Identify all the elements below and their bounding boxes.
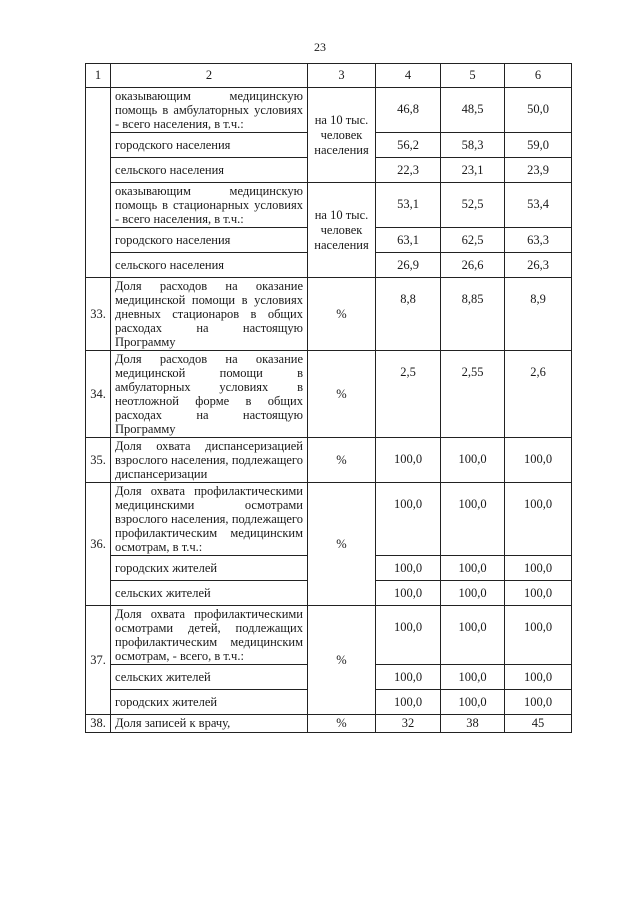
indicator-label: сельских жителей [111,581,308,606]
table-row [86,483,572,556]
value-cell: 100,0 [505,581,572,606]
column-header: 5 [441,64,505,88]
column-header: 6 [505,64,572,88]
row-number: 37. [86,606,111,715]
table-row [86,606,572,665]
row-number: 33. [86,278,111,351]
value-cell: 100,0 [376,690,441,715]
value-cell: 22,3 [376,158,441,183]
value-cell: 100,0 [441,606,505,665]
indicator-label: городских жителей [111,690,308,715]
indicator-label: сельского населения [111,253,308,278]
value-cell: 26,9 [376,253,441,278]
indicator-label: Доля охвата профилактическими осмотрами детей, подлежащих профилактическим медицинским осмотрам, - всего, в т.ч.: [111,606,308,665]
indicator-label: сельских жителей [111,665,308,690]
value-cell: 8,9 [505,278,572,351]
value-cell: 53,1 [376,183,441,228]
value-cell: 38 [441,715,505,733]
value-cell: 2,55 [441,351,505,438]
row-number: 35. [86,438,111,483]
value-cell: 45 [505,715,572,733]
table-row [86,351,572,438]
value-cell: 58,3 [441,133,505,158]
header-row [86,64,572,88]
value-cell: 100,0 [505,483,572,556]
unit-cell: % [308,606,376,715]
indicator-label: сельского населения [111,158,308,183]
indicator-label: городского населения [111,228,308,253]
table-row [86,183,572,228]
indicator-table [85,63,572,733]
value-cell: 100,0 [376,483,441,556]
column-header: 1 [86,64,111,88]
value-cell: 8,8 [376,278,441,351]
value-cell: 56,2 [376,133,441,158]
row-number: 38. [86,715,111,733]
table-row [86,88,572,133]
column-header: 3 [308,64,376,88]
value-cell: 26,3 [505,253,572,278]
value-cell: 100,0 [441,690,505,715]
unit-cell: % [308,351,376,438]
value-cell: 63,1 [376,228,441,253]
unit-cell: % [308,483,376,606]
value-cell: 59,0 [505,133,572,158]
value-cell: 100,0 [505,665,572,690]
row-number [86,88,111,278]
value-cell: 100,0 [505,606,572,665]
value-cell: 100,0 [441,665,505,690]
value-cell: 100,0 [376,665,441,690]
value-cell: 2,5 [376,351,441,438]
table-row [86,438,572,483]
indicator-label: городского населения [111,133,308,158]
value-cell: 100,0 [441,581,505,606]
value-cell: 100,0 [441,556,505,581]
value-cell: 46,8 [376,88,441,133]
indicator-label: Доля охвата диспансеризацией взрослого населения, подлежащего диспансеризации [111,438,308,483]
value-cell: 100,0 [441,438,505,483]
value-cell: 23,1 [441,158,505,183]
table-row [86,715,572,733]
value-cell: 100,0 [376,556,441,581]
value-cell: 100,0 [376,581,441,606]
value-cell: 100,0 [441,483,505,556]
value-cell: 2,6 [505,351,572,438]
indicator-label: оказывающим медицинскую помощь в амбулаторных условиях - всего населения, в т.ч.: [111,88,308,133]
value-cell: 53,4 [505,183,572,228]
value-cell: 63,3 [505,228,572,253]
row-number: 34. [86,351,111,438]
row-number: 36. [86,483,111,606]
value-cell: 100,0 [376,606,441,665]
column-header: 2 [111,64,308,88]
value-cell: 32 [376,715,441,733]
unit-cell: % [308,438,376,483]
unit-cell: % [308,715,376,733]
value-cell: 52,5 [441,183,505,228]
value-cell: 100,0 [505,438,572,483]
indicator-label: городских жителей [111,556,308,581]
value-cell: 100,0 [376,438,441,483]
value-cell: 100,0 [505,690,572,715]
value-cell: 26,6 [441,253,505,278]
value-cell: 23,9 [505,158,572,183]
value-cell: 48,5 [441,88,505,133]
value-cell: 62,5 [441,228,505,253]
value-cell: 8,85 [441,278,505,351]
unit-cell: % [308,278,376,351]
value-cell: 100,0 [505,556,572,581]
indicator-label: Доля охвата профилактическими медицинскими осмотрами взрослого населения, подлежащего профилактическим медицинским осмотрам, в т.ч.: [111,483,308,556]
indicator-label: оказывающим медицинскую помощь в стационарных условиях - всего населения, в т.ч.: [111,183,308,228]
indicator-label: Доля расходов на оказание медицинской помощи в условиях дневных стационаров в общих расходах на настоящую Программу [111,278,308,351]
unit-cell: на 10 тыс. человек населения [308,183,376,278]
table-row [86,278,572,351]
column-header: 4 [376,64,441,88]
indicator-label: Доля записей к врачу, [111,715,308,733]
indicator-label: Доля расходов на оказание медицинской помощи в амбулаторных условиях в неотложной форме в общих расходах на настоящую Программу [111,351,308,438]
value-cell: 50,0 [505,88,572,133]
page-number: 23 [314,40,326,54]
unit-cell: на 10 тыс. человек населения [308,88,376,183]
